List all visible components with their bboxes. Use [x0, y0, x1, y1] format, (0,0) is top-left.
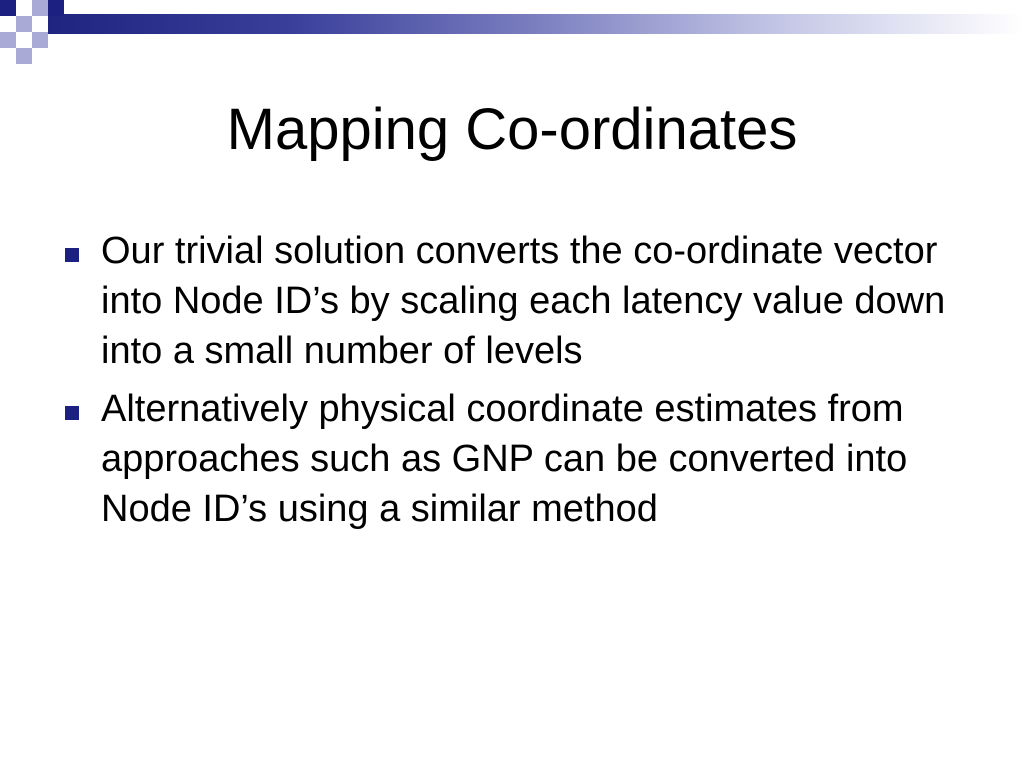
bullet-item — [62, 226, 972, 376]
decor-square — [0, 0, 16, 16]
decor-square — [32, 32, 48, 48]
bullet-text: Alternatively physical coordinate estimates from approaches such as GNP can be converted into Node ID’s using a similar method — [101, 388, 908, 530]
decor-square — [32, 0, 48, 16]
bullet-item — [62, 384, 972, 534]
header-gradient-bar — [48, 14, 1024, 34]
decor-square — [16, 16, 32, 32]
slide-title: Mapping Co-ordinates — [226, 97, 798, 162]
decor-square — [48, 0, 64, 16]
decor-square — [32, 16, 48, 32]
square-bullet-icon — [65, 406, 79, 420]
bullet-text: Our trivial solution converts the co-ordinate vector into Node ID’s by scaling each latency value down into a small number of levels — [101, 230, 946, 372]
decor-square — [0, 32, 16, 48]
square-bullet-icon — [65, 248, 79, 262]
decor-square — [16, 48, 32, 64]
bullet-list — [62, 226, 972, 542]
